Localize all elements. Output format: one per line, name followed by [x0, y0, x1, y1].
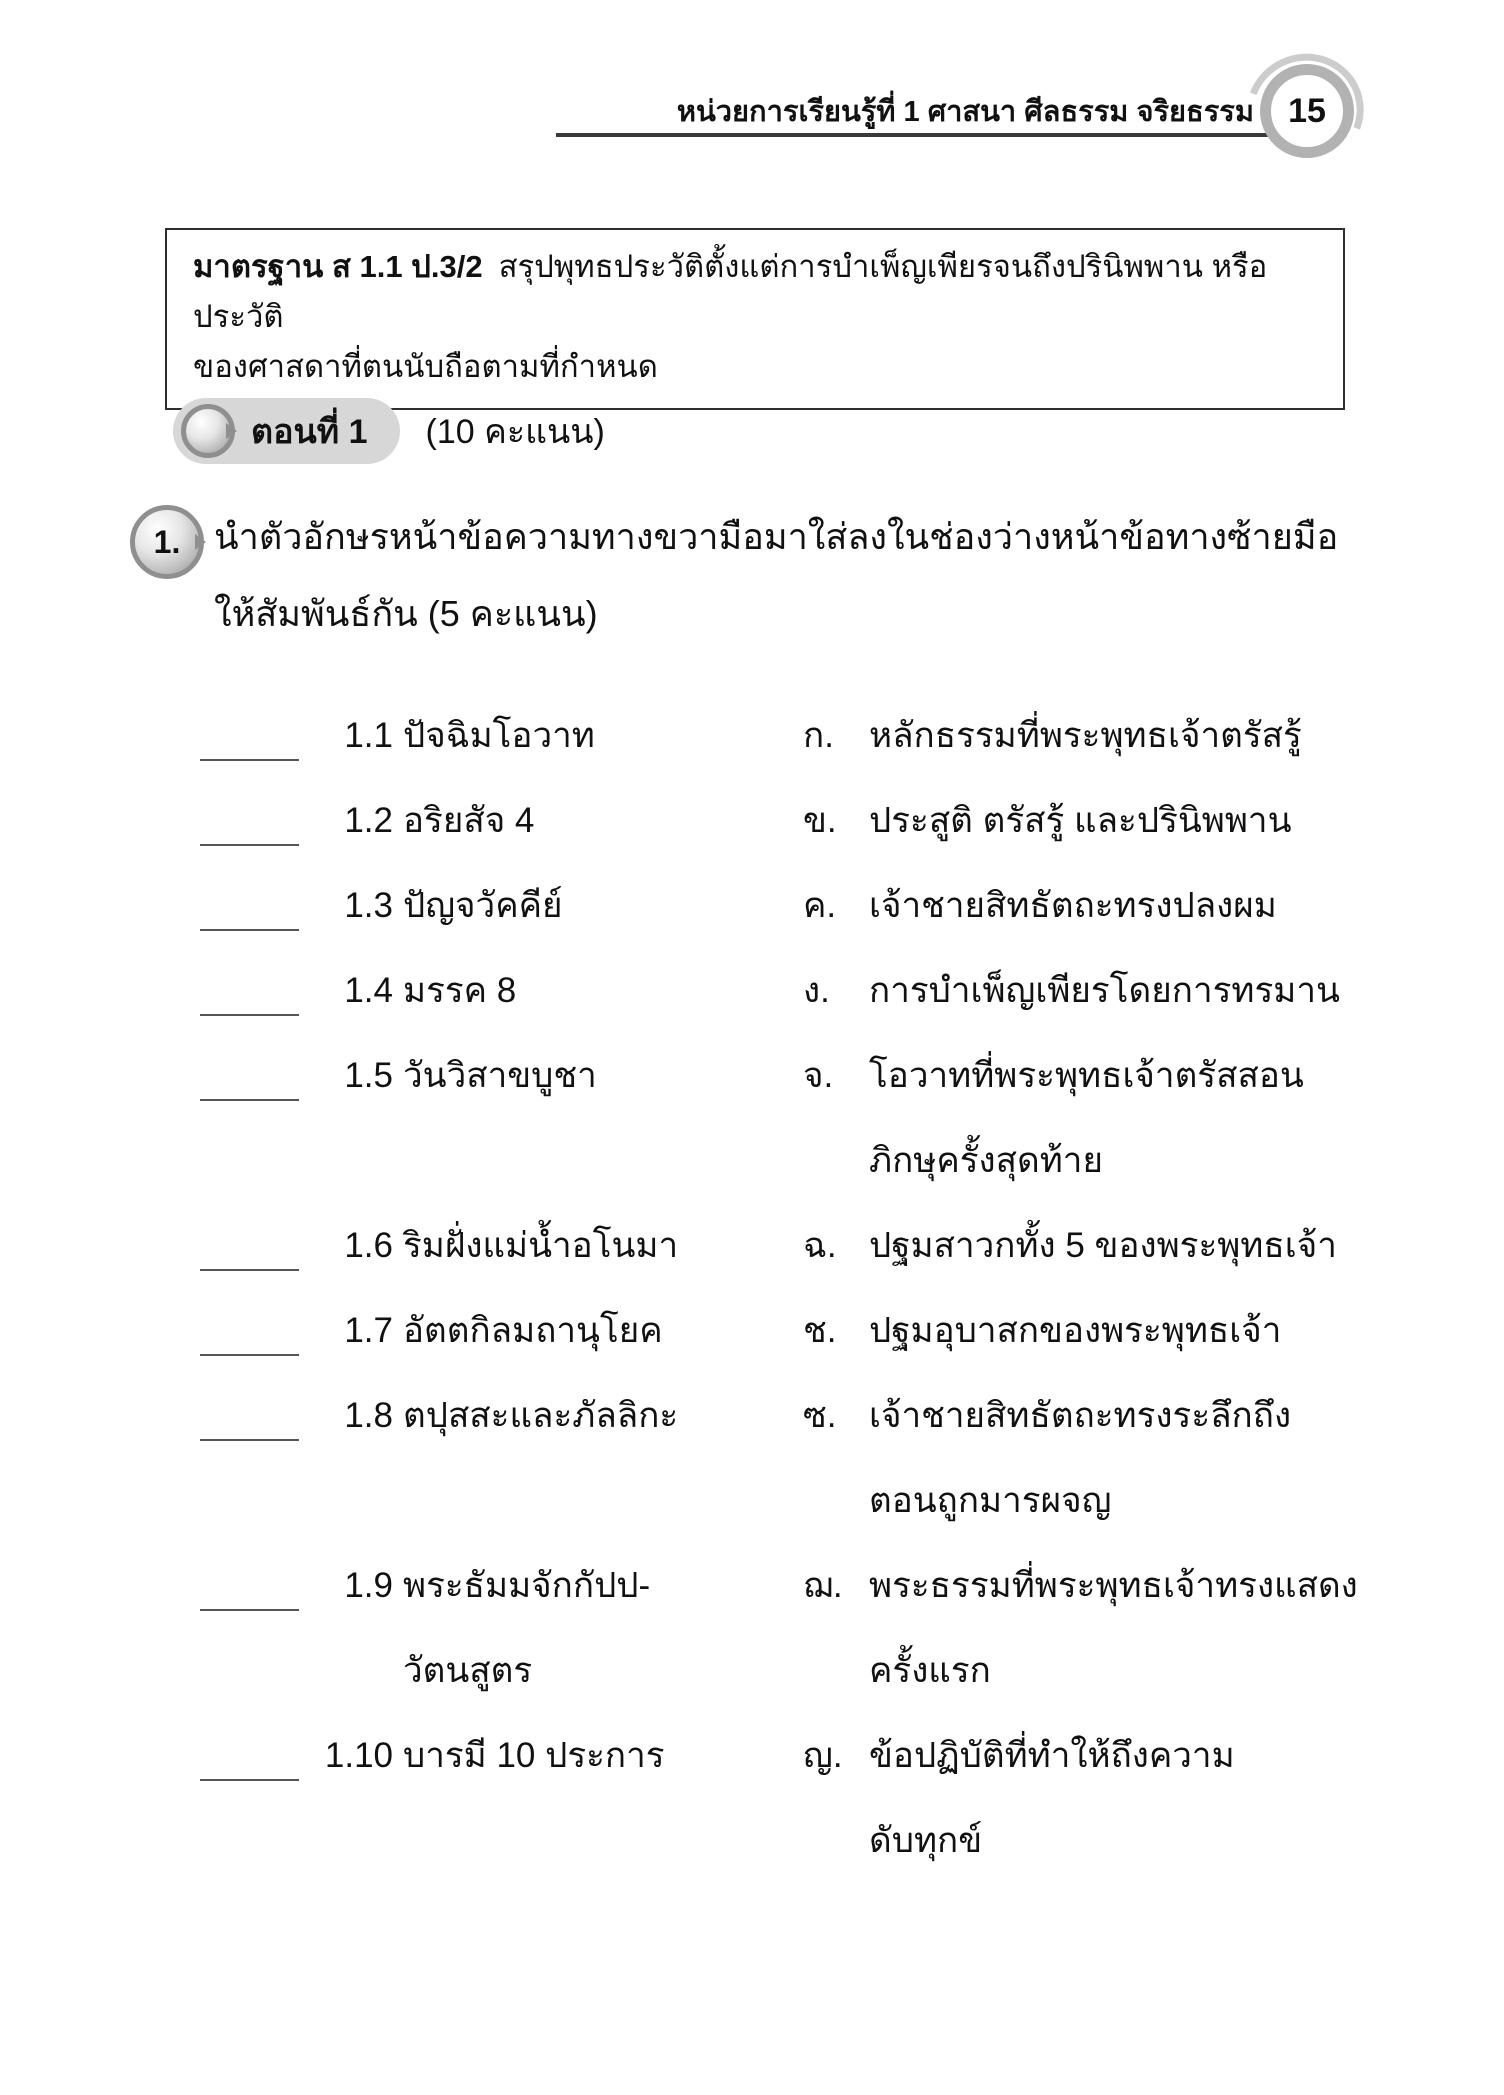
option-text-line1: ปฐมอุบาสกของพระพุทธเจ้า — [869, 1311, 1282, 1350]
option-text-line1: ปฐมสาวกทั้ง 5 ของพระพุทธเจ้า — [869, 1226, 1337, 1265]
item-cell — [403, 1373, 793, 1458]
section-score: (10 คะแนน) — [425, 413, 605, 451]
page-number-badge — [1260, 64, 1354, 158]
standard-box — [165, 228, 1345, 410]
answer-blank[interactable] — [200, 1543, 305, 1628]
item-number: 1.6 — [344, 1226, 393, 1265]
answer-blank[interactable] — [200, 1713, 305, 1798]
option-letter: ก. — [803, 716, 834, 755]
section-label: ตอนที่ 1 — [251, 413, 368, 451]
item-cell — [403, 1203, 793, 1288]
item-cell — [403, 778, 793, 863]
item-number: 1.1 — [344, 716, 393, 755]
item-cell — [403, 1033, 793, 1118]
option-text-line1: โอวาทที่พระพุทธเจ้าตรัสสอน — [869, 1056, 1304, 1095]
question-text — [214, 498, 1394, 652]
header-divider — [556, 133, 1270, 137]
option-cell — [869, 863, 1430, 948]
standard-text-line2: ของศาสดาที่ตนนับถือตามที่กำหนด — [193, 349, 658, 384]
option-text-line2: ภิกษุครั้งสุดท้าย — [869, 1141, 1103, 1180]
match-row — [200, 1543, 1430, 1713]
match-row — [200, 948, 1430, 1033]
answer-blank[interactable] — [200, 863, 305, 948]
match-row — [200, 778, 1430, 863]
item-text-line1: ปัจฉิมโอวาท — [403, 716, 595, 755]
option-letter: จ. — [803, 1056, 834, 1095]
option-text-line2: ดับทุกข์ — [869, 1821, 983, 1860]
unit-header-title: หน่วยการเรียนรู้ที่ 1 ศาสนา ศีลธรรม จริยธรรม — [676, 96, 1254, 128]
question-line1: นำตัวอักษรหน้าข้อความทางขวามือมาใส่ลงในช่องว่างหน้าข้อทางซ้ายมือ — [214, 516, 1339, 557]
item-text-line1: วันวิสาขบูชา — [403, 1056, 597, 1095]
option-text-line2: ครั้งแรก — [869, 1651, 991, 1690]
item-text-line1: ริมฝั่งแม่น้ำอโนมา — [403, 1226, 679, 1265]
option-letter: ช. — [803, 1311, 837, 1350]
answer-blank[interactable] — [200, 1373, 305, 1458]
match-row — [200, 1203, 1430, 1288]
question-number: 1. — [153, 523, 181, 560]
item-text-line1: อัตตกิลมถานุโยค — [403, 1311, 663, 1350]
item-cell — [403, 863, 793, 948]
option-cell — [869, 1288, 1430, 1373]
option-letter: ญ. — [803, 1736, 843, 1775]
item-cell — [403, 693, 793, 778]
item-text-line1: อริยสัจ 4 — [403, 801, 535, 840]
answer-blank[interactable] — [200, 693, 305, 778]
item-text-line1: ปัญจวัคคีย์ — [403, 886, 563, 925]
item-number: 1.3 — [344, 886, 393, 925]
match-row — [200, 863, 1430, 948]
option-text-line1: การบำเพ็ญเพียรโดยการทรมาน — [869, 971, 1340, 1010]
question-line2: ให้สัมพันธ์กัน (5 คะแนน) — [214, 593, 598, 634]
answer-blank[interactable] — [200, 1033, 305, 1118]
option-cell — [869, 948, 1430, 1033]
option-cell — [869, 693, 1430, 778]
option-text-line1: พระธรรมที่พระพุทธเจ้าทรงแสดง — [869, 1566, 1358, 1605]
item-cell — [403, 1713, 793, 1798]
match-row — [200, 1373, 1430, 1543]
option-text-line2: ตอนถูกมารผจญ — [869, 1481, 1112, 1520]
option-cell — [869, 1033, 1430, 1203]
option-text-line1: เจ้าชายสิทธัตถะทรงปลงผม — [869, 886, 1277, 925]
item-number: 1.5 — [344, 1056, 393, 1095]
option-letter: ซ. — [803, 1396, 837, 1435]
answer-blank[interactable] — [200, 778, 305, 863]
option-cell — [869, 1203, 1430, 1288]
section-bullet-icon — [181, 404, 235, 458]
option-text-line1: หลักธรรมที่พระพุทธเจ้าตรัสรู้ — [869, 716, 1302, 755]
option-cell — [869, 1543, 1430, 1713]
option-text-line1: ประสูติ ตรัสรู้ และปรินิพพาน — [869, 801, 1292, 840]
item-cell — [403, 1543, 793, 1713]
section-pill — [173, 398, 400, 464]
match-row — [200, 693, 1430, 778]
match-row — [200, 1033, 1430, 1203]
page-number: 15 — [1288, 91, 1326, 130]
question-number-badge — [130, 505, 204, 579]
item-text-line1: ตปุสสะและภัลลิกะ — [403, 1396, 679, 1435]
option-letter: ฉ. — [803, 1226, 837, 1265]
option-cell — [869, 1373, 1430, 1543]
answer-blank[interactable] — [200, 1288, 305, 1373]
option-letter: ค. — [803, 886, 837, 925]
answer-blank[interactable] — [200, 1203, 305, 1288]
item-number: 1.8 — [344, 1396, 393, 1435]
option-letter: ง. — [803, 971, 830, 1010]
section-header — [173, 398, 605, 464]
item-text-line1: บารมี 10 ประการ — [403, 1736, 665, 1775]
matching-list — [200, 693, 1430, 1883]
option-cell — [869, 778, 1430, 863]
item-cell — [403, 1288, 793, 1373]
answer-blank[interactable] — [200, 948, 305, 1033]
item-number: 1.7 — [344, 1311, 393, 1350]
item-number: 1.2 — [344, 801, 393, 840]
match-row — [200, 1713, 1430, 1883]
option-text-line1: ข้อปฏิบัติที่ทำให้ถึงความ — [869, 1736, 1235, 1775]
item-number: 1.9 — [344, 1566, 393, 1605]
item-number: 1.4 — [344, 971, 393, 1010]
item-text-line2: วัตนสูตร — [403, 1651, 533, 1690]
option-letter: ข. — [803, 801, 837, 840]
option-text-line1: เจ้าชายสิทธัตถะทรงระลึกถึง — [869, 1396, 1292, 1435]
option-cell — [869, 1713, 1430, 1883]
standard-code: มาตรฐาน ส 1.1 ป.3/2 — [193, 249, 483, 284]
item-cell — [403, 948, 793, 1033]
item-text-line1: พระธัมมจักกัปป- — [403, 1566, 651, 1605]
item-number: 1.10 — [324, 1736, 393, 1775]
standard-text-line1: สรุปพุทธประวัติตั้งแต่การบำเพ็ญเพียรจนถึงปรินิพพาน หรือประวัติ — [193, 249, 1268, 334]
option-letter: ฌ. — [803, 1566, 843, 1605]
match-row — [200, 1288, 1430, 1373]
item-text-line1: มรรค 8 — [403, 971, 517, 1010]
